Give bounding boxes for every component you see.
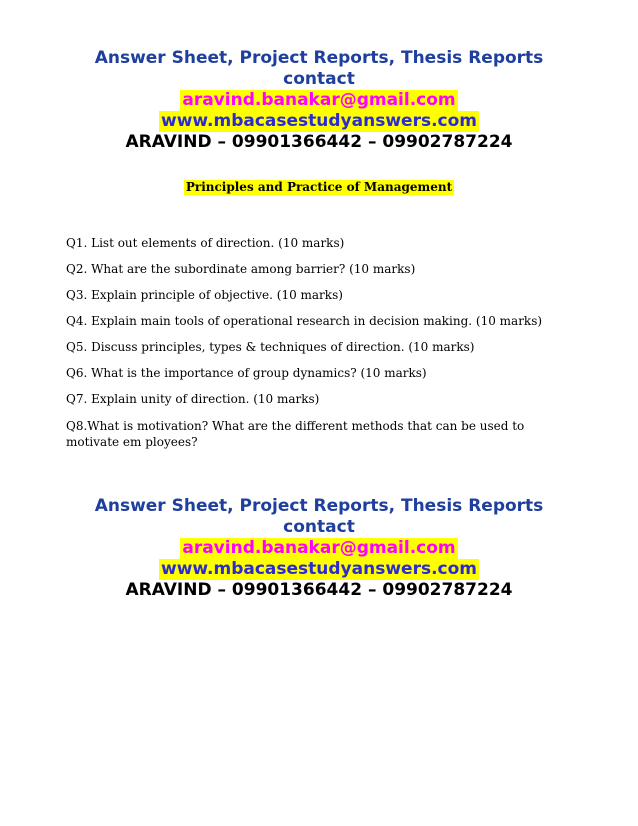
question-item: Q3. Explain principle of objective. (10 marks)	[66, 288, 343, 302]
footer-website: www.mbacasestudyanswers.com	[161, 559, 477, 579]
subject-title-text: Principles and Practice of Management	[185, 180, 453, 194]
header-title-line: Answer Sheet, Project Reports, Thesis Reports	[94, 48, 544, 68]
header-contact-label: contact	[283, 69, 355, 89]
question-item: Q6. What is the importance of group dynamics? (10 marks)	[66, 366, 427, 380]
footer-email: aravind.banakar@gmail.com	[182, 538, 456, 558]
footer-phone: ARAVIND – 09901366442 – 09902787224	[125, 580, 513, 600]
question-item: Q4. Explain main tools of operational research in decision making. (10 marks)	[66, 314, 543, 328]
question-item: Q8.What is motivation? What are the different methods that can be used to motivate em ployees?	[66, 419, 525, 449]
header-email: aravind.banakar@gmail.com	[182, 90, 456, 110]
footer-contact-label: contact	[283, 517, 355, 537]
header-phone: ARAVIND – 09901366442 – 09902787224	[125, 132, 513, 152]
question-item: Q1. List out elements of direction. (10 marks)	[66, 236, 345, 250]
question-item: Q7. Explain unity of direction. (10 marks)	[66, 392, 320, 406]
footer-title-line: Answer Sheet, Project Reports, Thesis Reports	[94, 496, 544, 516]
contact-header-top	[0, 48, 638, 153]
question-item: Q5. Discuss principles, types & techniques of direction. (10 marks)	[66, 340, 475, 354]
question-item: Q2. What are the subordinate among barrier? (10 marks)	[66, 262, 416, 276]
header-website: www.mbacasestudyanswers.com	[161, 111, 477, 131]
subject-title	[0, 180, 638, 195]
question-list	[66, 236, 566, 461]
contact-header-bottom	[0, 496, 638, 601]
